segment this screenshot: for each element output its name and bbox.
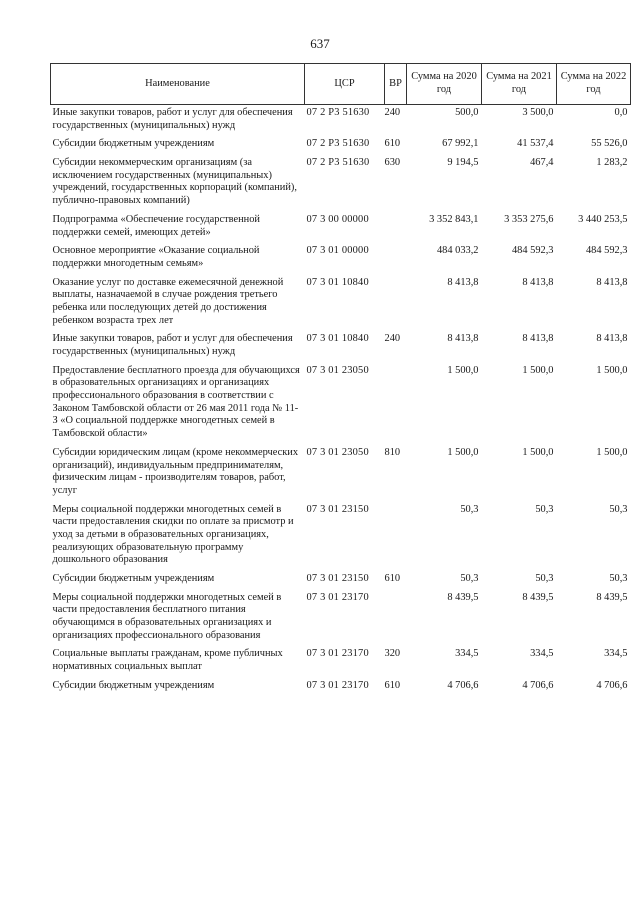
row-sum-2020: 50,3 (460, 503, 479, 515)
row-sum-2021: 41 537,4 (517, 138, 554, 150)
row-csr: 07 3 01 10840 (306, 333, 369, 345)
table-row (51, 333, 631, 364)
header-name: Наименование (51, 64, 305, 105)
row-csr: 07 3 01 23150 (306, 573, 369, 584)
row-csr: 07 3 01 10840 (306, 276, 369, 288)
row-sum-2021: 3 353 275,6 (504, 213, 554, 225)
row-vr: 810 (384, 446, 401, 458)
row-csr: 07 3 00 00000 (306, 213, 369, 225)
row-name: Субсидии бюджетным учреждениям (52, 679, 215, 691)
row-name: Субсидии бюджетным учреждениям (52, 138, 215, 150)
row-sum-2021: 1 500,0 (522, 446, 554, 458)
row-vr (385, 214, 407, 245)
table-row (51, 504, 631, 573)
row-sum-2022: 334,5 (604, 648, 628, 660)
table-row (51, 573, 631, 592)
row-csr: 07 2 P3 51630 (306, 138, 370, 150)
row-vr: 610 (384, 679, 401, 691)
table-row (51, 447, 631, 504)
table-row (51, 592, 631, 649)
row-name: Меры социальной поддержки многодетных семей в части предоставления скидки по оплате за присмотр и уход за детьми в образовательных организациях, реализующих образовательную программу дошкольного образования (52, 503, 294, 566)
row-sum-2022: 0,0 (614, 107, 628, 118)
row-sum-2022: 8 413,8 (596, 276, 628, 288)
row-sum-2022: 3 440 253,5 (578, 213, 628, 225)
row-vr: 240 (384, 333, 401, 345)
table-row (51, 105, 631, 139)
row-sum-2020: 500,0 (455, 107, 479, 118)
table-row (51, 365, 631, 447)
header-row (51, 64, 631, 105)
row-sum-2020: 3 352 843,1 (429, 213, 479, 225)
budget-sheet (50, 63, 630, 699)
table-row (51, 245, 631, 276)
table-row (51, 648, 631, 679)
row-name: Предоставление бесплатного проезда для обучающихся в образовательных организациях и организациях профессионального образования в соответствии с Законом Тамбовской области от 26 мая 2011 года № 11-З «О социальной поддержке многодетных семей в Тамбовской области» (52, 364, 300, 440)
row-sum-2022: 4 706,6 (596, 679, 628, 691)
row-vr (385, 592, 407, 649)
row-sum-2021: 467,4 (530, 157, 554, 169)
row-sum-2020: 1 500,0 (447, 446, 479, 458)
row-sum-2021: 50,3 (535, 573, 554, 584)
row-sum-2022: 55 526,0 (591, 138, 628, 150)
row-csr: 07 3 01 00000 (306, 245, 369, 257)
row-vr: 610 (384, 573, 401, 584)
row-sum-2020: 9 194,5 (447, 157, 479, 169)
row-sum-2022: 8 413,8 (596, 333, 628, 345)
table-row (51, 138, 631, 157)
table-row (51, 680, 631, 699)
row-name: Социальные выплаты гражданам, кроме публичных нормативных социальных выплат (52, 648, 283, 673)
row-vr (385, 365, 407, 447)
row-sum-2020: 8 413,8 (447, 333, 479, 345)
header-vr: ВР (385, 64, 407, 105)
row-sum-2021: 8 413,8 (522, 276, 554, 288)
row-vr: 610 (384, 138, 401, 150)
row-sum-2020: 8 413,8 (447, 276, 479, 288)
row-sum-2020: 4 706,6 (447, 679, 479, 691)
row-sum-2021: 1 500,0 (522, 364, 554, 376)
page-number: 637 (310, 36, 330, 51)
row-vr: 320 (384, 648, 401, 660)
row-sum-2021: 8 413,8 (522, 333, 554, 345)
row-name: Оказание услуг по доставке ежемесячной денежной выплаты, назначаемой в случае рождения третьего ребенка или последующих детей до достижения ребенком возраста трех лет (52, 276, 284, 326)
row-csr: 07 3 01 23170 (306, 591, 369, 603)
row-name: Подпрограмма «Обеспечение государственной поддержки семей, имеющих детей» (52, 213, 260, 238)
header-sum-2020: Сумма на 2020 год (407, 64, 482, 105)
row-name: Меры социальной поддержки многодетных семей в части предоставления бесплатного питания обучающимся в образовательных организациях и организациях профессионального образования (52, 591, 282, 641)
row-name: Основное мероприятие «Оказание социальной поддержки многодетным семьям» (52, 245, 260, 269)
row-name: Иные закупки товаров, работ и услуг для обеспечения государственных (муниципальных) нужд (52, 333, 293, 357)
row-sum-2021: 50,3 (535, 503, 554, 515)
row-vr: 240 (384, 107, 401, 118)
row-sum-2022: 50,3 (609, 503, 628, 515)
budget-table (50, 63, 631, 699)
row-csr: 07 2 P3 51630 (306, 107, 370, 118)
row-sum-2020: 8 439,5 (447, 591, 479, 603)
row-sum-2022: 1 500,0 (596, 446, 628, 458)
row-sum-2020: 67 992,1 (442, 138, 479, 150)
row-csr: 07 3 01 23170 (306, 679, 369, 691)
row-sum-2021: 4 706,6 (522, 679, 554, 691)
row-csr: 07 2 P3 51630 (306, 157, 370, 169)
row-csr: 07 3 01 23150 (306, 503, 369, 515)
row-sum-2021: 484 592,3 (511, 245, 554, 257)
header-sum-2021: Сумма на 2021 год (482, 64, 557, 105)
row-sum-2021: 8 439,5 (522, 591, 554, 603)
header-sum-2022: Сумма на 2022 год (557, 64, 631, 105)
row-sum-2022: 1 283,2 (596, 157, 628, 169)
row-sum-2021: 3 500,0 (522, 107, 554, 118)
row-vr (385, 277, 407, 334)
table-body (51, 105, 631, 699)
table-row (51, 157, 631, 214)
table-row (51, 214, 631, 245)
row-csr: 07 3 01 23050 (306, 364, 369, 376)
row-vr: 630 (384, 157, 401, 169)
row-sum-2022: 1 500,0 (596, 364, 628, 376)
row-sum-2020: 50,3 (460, 573, 479, 584)
row-vr (385, 504, 407, 573)
row-sum-2022: 8 439,5 (596, 591, 628, 603)
row-sum-2021: 334,5 (530, 648, 554, 660)
table-header (51, 64, 631, 105)
row-name: Иные закупки товаров, работ и услуг для обеспечения государственных (муниципальных) нужд (52, 107, 293, 131)
header-csr: ЦСР (305, 64, 385, 105)
row-sum-2022: 484 592,3 (585, 245, 628, 257)
table-row (51, 277, 631, 334)
row-name: Субсидии бюджетным учреждениям (52, 573, 215, 584)
row-sum-2020: 1 500,0 (447, 364, 479, 376)
row-name: Субсидии некоммерческим организациям (за исключением государственных (муниципальных) учреждений, государственных корпораций (компаний), публично-правовых компаний) (52, 157, 297, 207)
row-sum-2020: 484 033,2 (436, 245, 479, 257)
row-vr (385, 245, 407, 276)
row-sum-2020: 334,5 (455, 648, 479, 660)
row-csr: 07 3 01 23170 (306, 648, 369, 660)
row-name: Субсидии юридическим лицам (кроме некоммерческих организаций), индивидуальным предпринимателям, физическим лицам - производителям товаров, работ, услуг (52, 446, 299, 496)
row-sum-2022: 50,3 (609, 573, 628, 584)
row-csr: 07 3 01 23050 (306, 446, 369, 458)
